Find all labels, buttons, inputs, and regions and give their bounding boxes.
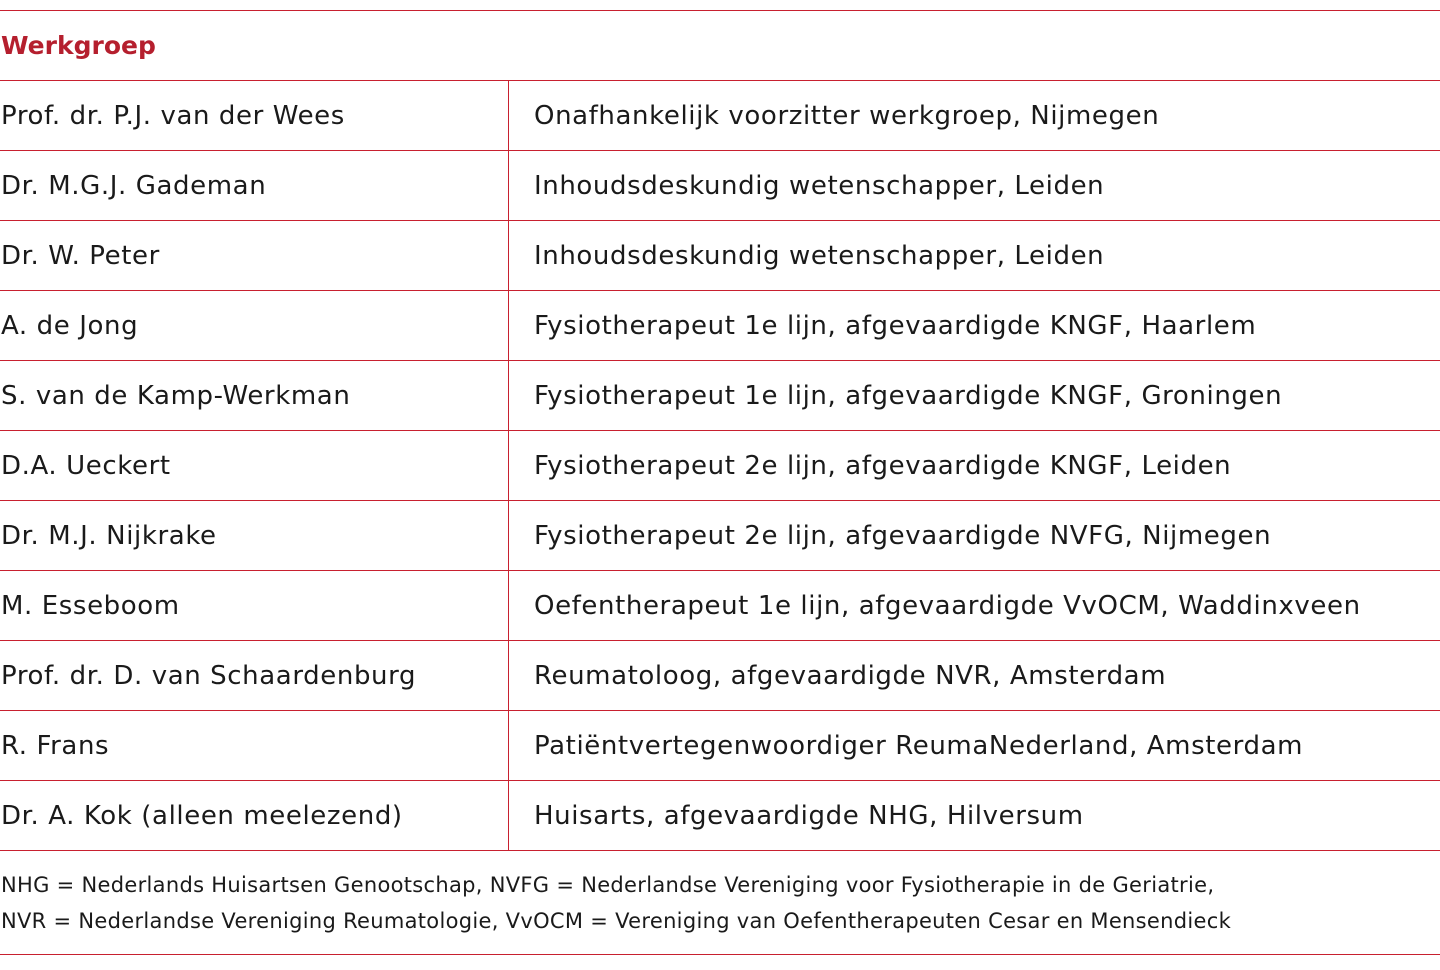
member-name: Prof. dr. P.J. van der Wees [1, 100, 345, 131]
member-role: Fysiotherapeut 2e lijn, afgevaardigde KNGF, Leiden [534, 450, 1232, 481]
member-name: Dr. A. Kok (alleen meelezend) [1, 800, 403, 831]
member-role: Patiëntvertegenwoordiger ReumaNederland, Amsterdam [534, 730, 1304, 761]
member-name: M. Esseboom [1, 590, 180, 621]
member-role: Fysiotherapeut 1e lijn, afgevaardigde KNGF, Groningen [534, 380, 1283, 411]
member-role: Reumatoloog, afgevaardigde NVR, Amsterdam [534, 660, 1167, 691]
member-role: Huisarts, afgevaardigde NHG, Hilversum [534, 800, 1084, 831]
table-body [0, 81, 1440, 851]
member-role: Fysiotherapeut 2e lijn, afgevaardigde NVFG, Nijmegen [534, 520, 1272, 551]
members-table [0, 10, 1440, 955]
footnote-line: NHG = Nederlands Huisartsen Genootschap, NVFG = Nederlandse Vereniging voor Fysiotherapie in de Geriatrie, [1, 872, 1215, 897]
table-title: Werkgroep [1, 31, 156, 60]
member-role: Onafhankelijk voorzitter werkgroep, Nijmegen [534, 100, 1160, 131]
member-role: Fysiotherapeut 1e lijn, afgevaardigde KNGF, Haarlem [534, 310, 1257, 341]
table-bottom-rule [0, 954, 1440, 955]
table-row [0, 221, 1440, 290]
table-row [0, 571, 1440, 640]
table-row [0, 781, 1440, 850]
member-name: S. van de Kamp-Werkman [1, 380, 351, 411]
table-row [0, 361, 1440, 430]
member-name: D.A. Ueckert [1, 450, 171, 481]
table-row [0, 291, 1440, 360]
table-title-row [0, 11, 1440, 80]
member-name: Dr. M.J. Nijkrake [1, 520, 217, 551]
member-name: Dr. W. Peter [1, 240, 160, 271]
table-row [0, 501, 1440, 570]
member-role: Oefentherapeut 1e lijn, afgevaardigde VvOCM, Waddinxveen [534, 590, 1361, 621]
member-role: Inhoudsdeskundig wetenschapper, Leiden [534, 170, 1105, 201]
table-row [0, 151, 1440, 220]
member-name: Dr. M.G.J. Gademan [1, 170, 267, 201]
footnote-line: NVR = Nederlandse Vereniging Reumatologie, VvOCM = Vereniging van Oefentherapeuten Cesar en Mensendieck [1, 908, 1232, 933]
table-row [0, 81, 1440, 150]
table-row [0, 431, 1440, 500]
member-name: Prof. dr. D. van Schaardenburg [1, 660, 417, 691]
table-footnote [0, 851, 1440, 954]
member-name: A. de Jong [1, 310, 139, 341]
member-name: R. Frans [1, 730, 110, 761]
table-row [0, 641, 1440, 710]
member-role: Inhoudsdeskundig wetenschapper, Leiden [534, 240, 1105, 271]
table-row [0, 711, 1440, 780]
